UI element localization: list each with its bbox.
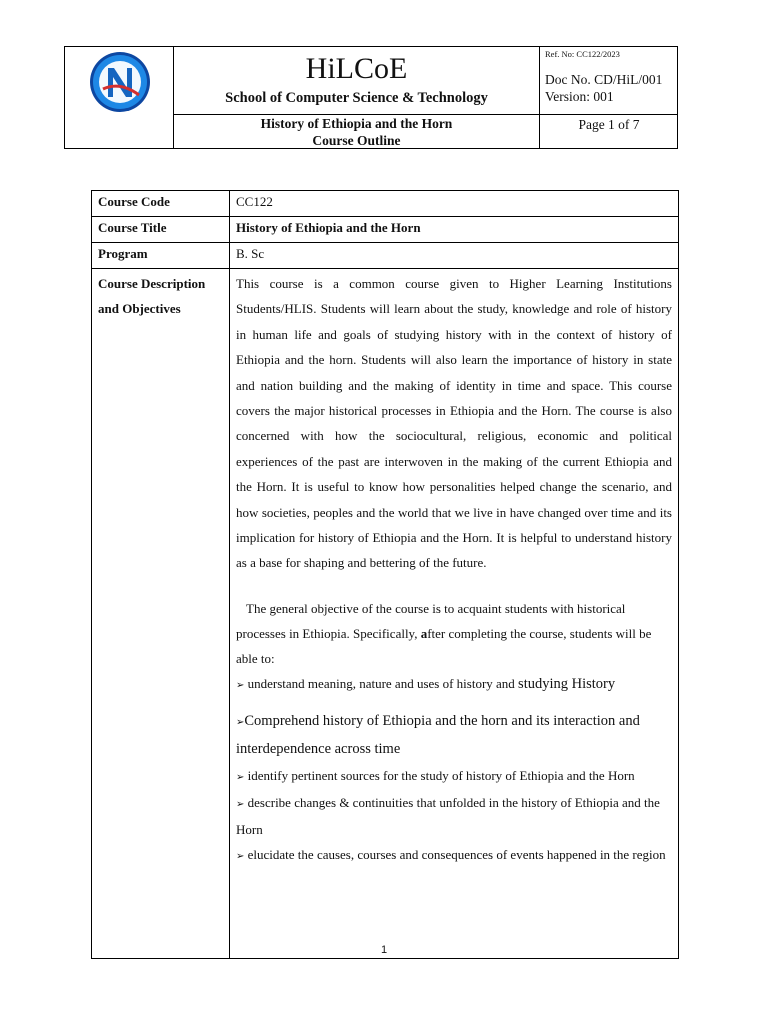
description-label-line1: Course Description: [98, 276, 206, 291]
objective-text: elucidate the causes, courses and consequences of events happened in the region: [247, 846, 666, 862]
list-item: [236, 842, 672, 869]
objectives-list: [236, 671, 672, 869]
document-number: Doc No. CD/HiL/001: [545, 72, 663, 87]
course-description-text: This course is a common course given to Higher Learning Institutions Students/HLIS. Students will learn about the study, knowledge and role of history in human life and goals of studying history with in the context of history of Ethiopia and the horn. Students will also learn the importance of history in state and nation building and the making of identity in time and space. This course covers the major historical processes in Ethiopia and the Horn. The course is also concerned with how the sociocultural, religious, economic and political experiences of the past are interwoven in the making of the current Ethiopia and the Horn. It is useful to know how personalities helped change the scenario, and how societies, peoples and the world that we live in have changed over time and its implication for history of Ethiopia and the Horn. It is helpful to understand history as a base for shaping and bettering of the future.: [236, 276, 672, 571]
hilcoe-logo: [89, 51, 151, 113]
objective-intro-part1: The general objective of the course is to acquaint students with historical processes in Ethiopia. Specifically,: [236, 600, 626, 641]
course-code-label: Course Code: [92, 191, 230, 217]
list-item: [236, 790, 672, 842]
list-item: [236, 763, 672, 790]
list-item: [236, 671, 672, 698]
document-header: [64, 46, 678, 149]
objective-text-emphasis: studying History: [518, 675, 616, 692]
table-row: [92, 269, 679, 959]
course-info-table: [91, 190, 679, 959]
school-name: School of Computer Science & Technology: [225, 90, 488, 106]
description-cell: [230, 269, 679, 959]
arrow-bullet-icon: ➢: [236, 798, 245, 810]
list-item: [236, 708, 672, 763]
objective-text: identify pertinent sources for the study of history of Ethiopia and the Horn: [247, 767, 635, 783]
objective-intro-bold: a: [420, 625, 428, 641]
document-version: Version: 001: [545, 89, 614, 104]
course-code-value: CC122: [230, 191, 679, 217]
description-label: [92, 269, 230, 959]
general-objective-text: [236, 596, 672, 671]
table-row: [92, 191, 679, 217]
arrow-bullet-icon: ➢: [236, 679, 245, 691]
objective-text: describe changes & continuities that unfolded in the history of Ethiopia and the Horn: [236, 794, 660, 837]
objective-intro-part2: fter completing the course, students will be able to:: [236, 625, 652, 666]
arrow-bullet-icon: ➢: [236, 850, 245, 862]
document-subject: [174, 115, 539, 149]
objective-text: understand meaning, nature and uses of history and: [247, 675, 519, 691]
course-title-label: Course Title: [92, 217, 230, 243]
subject-subtitle: Course Outline: [312, 133, 401, 148]
arrow-bullet-icon: ➢: [236, 716, 245, 728]
page-count: Page 1 of 7: [578, 117, 640, 132]
objective-text: Comprehend history of Ethiopia and the horn and its interaction and interdependence across time: [236, 712, 640, 757]
description-label-line2: and Objectives: [98, 301, 181, 316]
arrow-bullet-icon: ➢: [236, 771, 245, 783]
table-row: [92, 217, 679, 243]
program-value: B. Sc: [230, 243, 679, 269]
table-row: [92, 243, 679, 269]
page-number: 1: [380, 944, 388, 956]
subject-title: History of Ethiopia and the Horn: [260, 116, 453, 131]
brand-name: HiLCoE: [305, 52, 408, 85]
course-title-value: History of Ethiopia and the Horn: [230, 217, 679, 243]
program-label: Program: [92, 243, 230, 269]
reference-number: Ref. No: CC122/2023: [545, 49, 620, 59]
